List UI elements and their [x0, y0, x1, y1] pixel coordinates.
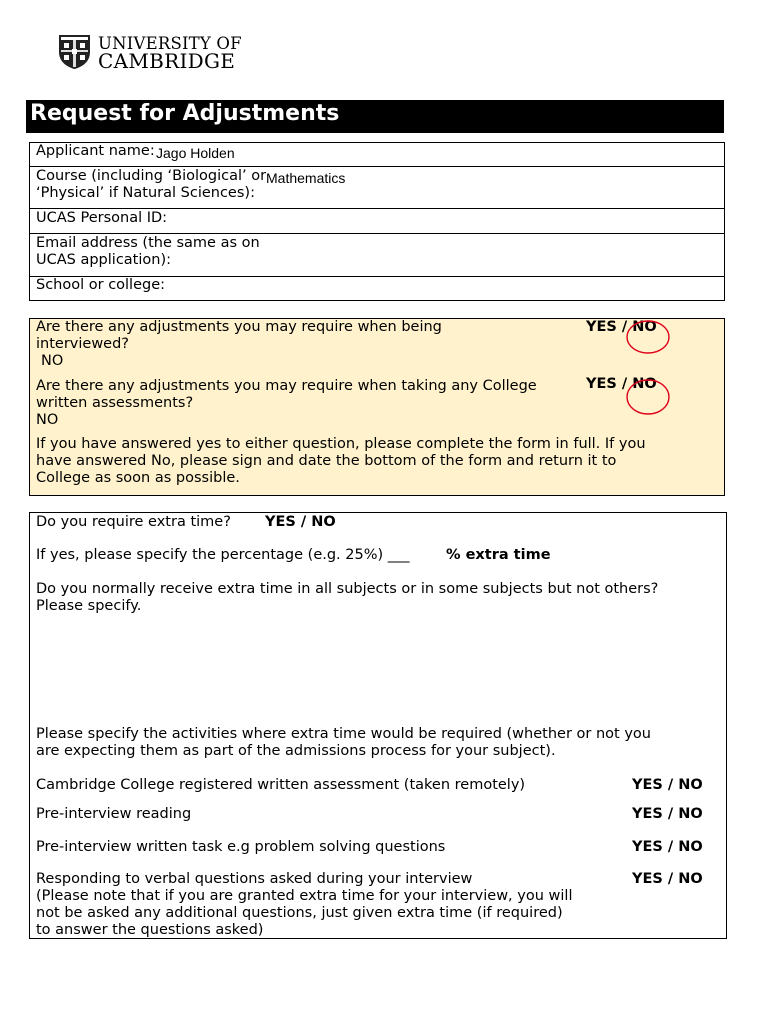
- question-2-answer: NO: [36, 412, 59, 428]
- activity-item-label: Cambridge College registered written assessment (taken remotely): [36, 777, 526, 793]
- row-divider: [30, 233, 724, 234]
- form-title-bar: [26, 100, 724, 133]
- extra-time-section: [29, 512, 727, 939]
- question-1-line-1: Are there any adjustments you may require when being: [36, 319, 442, 335]
- email-label-line-2: UCAS application):: [36, 252, 171, 268]
- cambridge-shield-icon: [58, 34, 91, 70]
- percentage-label: If yes, please specify the percentage (e.g. 25%) ___: [36, 547, 410, 563]
- ucas-id-label: UCAS Personal ID:: [36, 210, 168, 226]
- activity-item-label: Pre-interview written task e.g problem solving questions: [36, 839, 446, 855]
- question-1-yes-no[interactable]: YES / NO: [586, 319, 657, 335]
- email-label-line-1: Email address (the same as on: [36, 235, 260, 251]
- course-label-line-1: Course (including ‘Biological’ or: [36, 168, 267, 184]
- course-label-line-2: ‘Physical’ if Natural Sciences):: [36, 185, 255, 201]
- activity-item-note-line: (Please note that if you are granted extra time for your interview, you will: [36, 888, 573, 904]
- applicant-name-label: Applicant name:: [36, 143, 155, 159]
- adjustments-question-box: [29, 318, 725, 496]
- percentage-suffix: % extra time: [446, 547, 551, 563]
- row-divider: [30, 208, 724, 209]
- activity-item-yes-no[interactable]: YES / NO: [632, 839, 703, 855]
- activity-item-yes-no[interactable]: YES / NO: [632, 871, 703, 887]
- require-extra-time-label: Do you require extra time?: [36, 514, 231, 530]
- normally-receive-line-2: Please specify.: [36, 598, 142, 614]
- applicant-details-table: [29, 142, 725, 301]
- no-circle-annotation-icon: [622, 375, 676, 417]
- activity-item-note-line: to answer the questions asked): [36, 922, 264, 938]
- activity-item-yes-no[interactable]: YES / NO: [632, 806, 703, 822]
- instructions-line-3: College as soon as possible.: [36, 470, 240, 486]
- activity-item-yes-no[interactable]: YES / NO: [632, 777, 703, 793]
- applicant-name-value[interactable]: Jago Holden: [156, 145, 235, 161]
- activity-item-note-line: not be asked any additional questions, just given extra time (if required): [36, 905, 563, 921]
- instructions-line-2: have answered No, please sign and date the bottom of the form and return it to: [36, 453, 617, 469]
- normally-receive-line-1: Do you normally receive extra time in all subjects or in some subjects but not others?: [36, 581, 659, 597]
- school-label: School or college:: [36, 277, 166, 293]
- activities-line-2: are expecting them as part of the admissions process for your subject).: [36, 743, 556, 759]
- activity-item-label: Responding to verbal questions asked during your interview: [36, 871, 473, 887]
- university-logo: [58, 34, 258, 72]
- require-extra-time-yes-no[interactable]: YES / NO: [265, 514, 336, 530]
- instructions-line-1: If you have answered yes to either question, please complete the form in full. If you: [36, 436, 646, 452]
- question-2-line-1: Are there any adjustments you may require when taking any College: [36, 378, 537, 394]
- course-value[interactable]: Mathematics: [266, 170, 346, 186]
- no-circle-annotation-icon: [622, 317, 676, 359]
- row-divider: [30, 166, 724, 167]
- question-2-yes-no[interactable]: YES / NO: [586, 376, 657, 392]
- logo-line-2: CAMBRIDGE: [98, 49, 236, 73]
- question-1-line-2: interviewed?: [36, 336, 129, 352]
- question-2-line-2: written assessments?: [36, 395, 194, 411]
- logo-line-1: UNIVERSITY OF: [98, 34, 242, 53]
- activity-item-label: Pre-interview reading: [36, 806, 192, 822]
- form-title: Request for Adjustments: [30, 101, 340, 126]
- activities-line-1: Please specify the activities where extra time would be required (whether or not you: [36, 726, 651, 742]
- question-1-answer: NO: [41, 353, 64, 369]
